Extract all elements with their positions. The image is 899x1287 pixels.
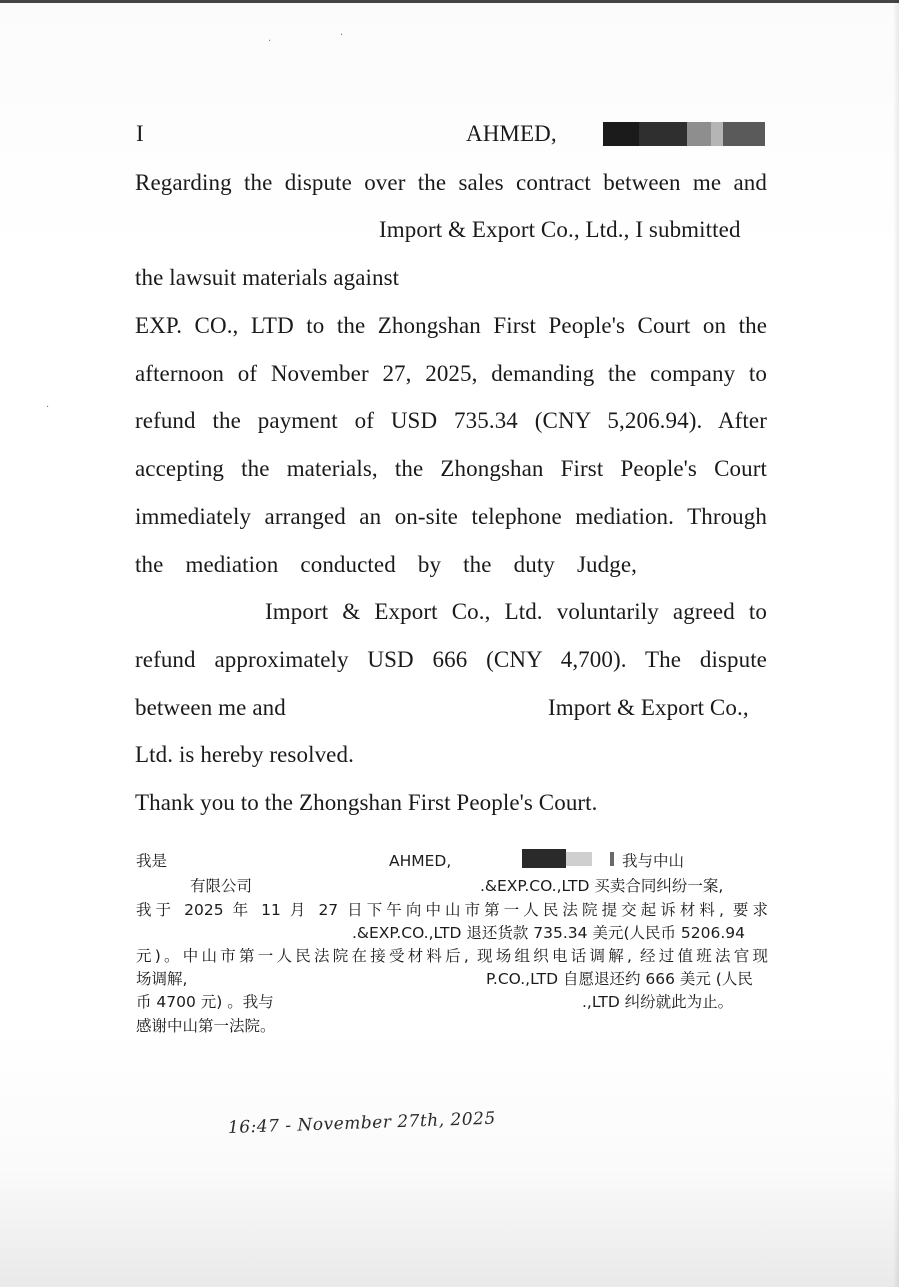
cn-line: 我与中山 [622, 852, 685, 870]
header-initial: I [136, 121, 144, 146]
scan-top-edge [0, 0, 899, 3]
cn-line: 我是 [136, 852, 168, 870]
body-line: the mediation conducted by the duty Judge, [135, 552, 637, 577]
body-line: the lawsuit materials against [135, 265, 400, 290]
body-line: immediately arranged an on-site telephone mediation. Through [135, 504, 767, 529]
body-line: accepting the materials, the Zhongshan First People's Court [135, 456, 767, 481]
cn-line: 场调解, [136, 970, 188, 988]
scan-speck: · [340, 30, 344, 41]
body-line: refund approximately USD 666 (CNY 4,700). The dispute [135, 647, 767, 672]
redacted-block [603, 122, 765, 146]
body-line: afternoon of November 27, 2025, demanding the company to [135, 361, 767, 386]
body-line: Import & Export Co., Ltd. voluntarily agreed to [265, 599, 767, 624]
body-line: Import & Export Co., [548, 695, 749, 720]
scan-speck: · [268, 36, 272, 47]
handwritten-timestamp: 16:47 - November 27th, 2025 [227, 1108, 497, 1138]
body-line: EXP. CO., LTD to the Zhongshan First People's Court on the [135, 313, 767, 338]
cn-line: 感谢中山第一法院。 [136, 1017, 276, 1035]
cn-line: AHMED, [389, 852, 452, 870]
closing-line: Thank you to the Zhongshan First People's Court. [135, 790, 598, 815]
body-line: between me and [135, 695, 286, 720]
cn-line: 有限公司 [190, 877, 253, 895]
redacted-block [522, 849, 614, 868]
scan-speck: · [46, 402, 50, 413]
cn-line: .&EXP.CO.,LTD 买卖合同纠纷一案, [480, 877, 724, 895]
cn-line: 币 4700 元) 。我与 [136, 993, 274, 1011]
cn-line: 我于 2025 年 11 月 27 日下午向中山市第一人民法院提交起诉材料, 要求 [136, 901, 768, 919]
scan-right-shadow [893, 0, 899, 1287]
cn-line: .&EXP.CO.,LTD 退还货款 735.34 美元(人民币 5206.94 [352, 924, 746, 942]
cn-line: 元)。中山市第一人民法院在接受材料后, 现场组织电话调解, 经过值班法官现 [136, 947, 768, 965]
body-line: Regarding the dispute over the sales contract between me and [135, 170, 767, 195]
body-line: Import & Export Co., Ltd., I submitted [379, 217, 741, 242]
cn-line: .,LTD 纠纷就此为止。 [582, 993, 734, 1011]
body-line: refund the payment of USD 735.34 (CNY 5,206.94). After [135, 408, 767, 433]
header-name: AHMED, [466, 121, 557, 146]
scan-bottom-shadow [0, 1167, 899, 1287]
cn-line: P.CO.,LTD 自愿退还约 666 美元 (人民 [486, 970, 753, 988]
body-line: Ltd. is hereby resolved. [135, 742, 354, 767]
